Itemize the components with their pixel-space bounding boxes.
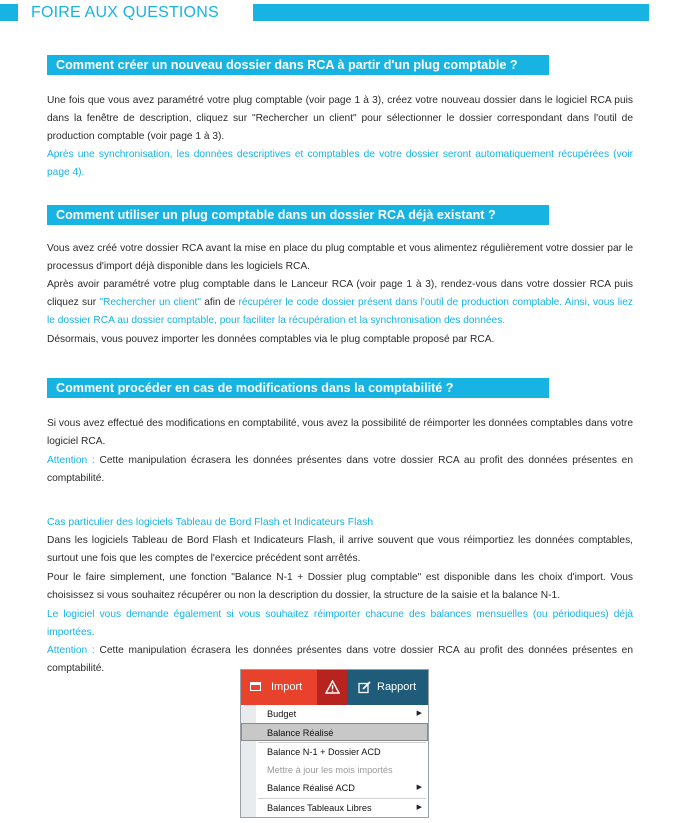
attention-label: Attention : [47,455,95,466]
answer-2-paragraph-1: Vous avez créé votre dossier RCA avant la mise en place du plug comptable et vous alimentez régulièrement votre dossier par le processus d'import déjà disponible dans les logiciels RCA. [47,243,633,273]
special-case-paragraph-1: Dans les logiciels Tableau de Bord Flash et Indicateurs Flash, il arrive souvent que vous réimportiez les données comptables, surtout une fois que les comptes de l'exercice précédent sont arrêtés. [47,535,633,565]
special-case-highlight: Le logiciel vous demande également si vous souhaitez réimporter chacune des balances mensuelles (ou périodiques) déjà importées. [47,609,633,639]
answer-2-paragraph-2 [47,276,633,331]
menu-item-balance-realise[interactable] [241,723,428,741]
import-menu-screenshot [240,669,429,818]
special-case-paragraph-2: Pour le faire simplement, une fonction "Balance N-1 + Dossier plug comptable" est disponible dans les choix d'import. Vous choisissez si vous souhaitez récupérer ou non la description du dossier, la structure de la saisie et la balance N-1. [47,572,633,602]
page-header [0,4,649,21]
attention-text: Cette manipulation écrasera les données présentes dans votre dossier RCA au profit des données présentes en comptabilité. [47,455,633,485]
answer-1-paragraph-1: Une fois que vous avez paramétré votre plug comptable (voir page 1 à 3), créez votre nouveau dossier dans le logiciel RCA puis dans la fenêtre de description, cliquez sur "Rechercher un client" pour sélectionner le dossier correspondant dans l'outil de production comptable (voir page 1 à 3). [47,95,633,143]
answer-3-attention [47,452,633,488]
header-accent-right [253,4,649,21]
special-case-subheading: Cas particulier des logiciels Tableau de Bord Flash et Indicateurs Flash [47,517,374,528]
warning-icon [325,680,340,694]
answer-2-text-a: Après avoir paramétré votre plug comptable dans le Lanceur RCA (voir page 1 à 3), rendez-vous dans votre dossier RCA puis cliquez sur [47,279,633,309]
answer-1-highlight: Après une synchronisation, les données descriptives et comptables de votre dossier seront automatiquement récupérées (voir page 4). [47,149,633,179]
question-heading-1: Comment créer un nouveau dossier dans RCA à partir d'un plug comptable ? [47,55,549,75]
answer-2-text-c: afin de [200,297,239,309]
menu-item-mettre-a-jour [241,761,428,779]
rechercher-client-link: "Rechercher un client" [99,297,201,309]
header-accent-left [0,4,18,21]
submenu-arrow-icon: ▶ [416,784,422,791]
menu-item-balances-tableaux-libres[interactable] [241,799,428,817]
answer-3-paragraph-1: Si vous avez effectué des modifications en comptabilité, vous avez la possibilité de réimporter les données comptables dans votre logiciel RCA. [47,418,633,448]
menu-item-budget[interactable] [241,705,428,723]
menu-item-label: Budget [267,709,297,719]
warning-button[interactable] [318,670,347,705]
attention-label-2: Attention : [47,645,95,656]
answer-2-highlight: récupérer le code dossier présent dans l'outil de production comptable. Ainsi, vous liez le dossier RCA au dossier comptable, pour faciliter la récupération et la synchronisation des données. [47,297,634,327]
folder-icon [250,682,261,691]
menu-item-balance-realise-acd[interactable] [241,779,428,797]
import-dropdown-menu [241,705,428,817]
submenu-arrow-icon: ▶ [416,710,422,717]
menu-item-label: Balance Réalisé ACD [267,783,355,793]
import-button[interactable] [241,670,317,705]
menu-item-label: Balance Réalisé [267,728,334,738]
answer-2-paragraph-3: Désormais, vous pouvez importer les données comptables via le plug comptable proposé par RCA. [47,334,495,345]
menu-item-label: Balances Tableaux Libres [267,803,372,813]
submenu-arrow-icon: ▶ [416,804,422,811]
menu-item-label: Mettre à jour les mois importés [267,765,393,775]
edit-icon [358,681,371,694]
rapport-label: Rapport [377,681,417,693]
page-title: FOIRE AUX QUESTIONS [31,4,219,21]
import-label: Import [271,681,303,693]
menu-item-balance-n1-dossier-acd[interactable] [241,743,428,761]
question-heading-3: Comment procéder en cas de modifications dans la comptabilité ? [47,378,549,398]
question-heading-2: Comment utiliser un plug comptable dans un dossier RCA déjà existant ? [47,205,549,225]
attention-text-2: Cette manipulation écrasera les données présentes dans votre dossier RCA au profit des données présentes en comptabilité. [47,645,633,675]
rapport-button[interactable] [351,670,428,705]
menu-item-label: Balance N-1 + Dossier ACD [267,747,381,757]
